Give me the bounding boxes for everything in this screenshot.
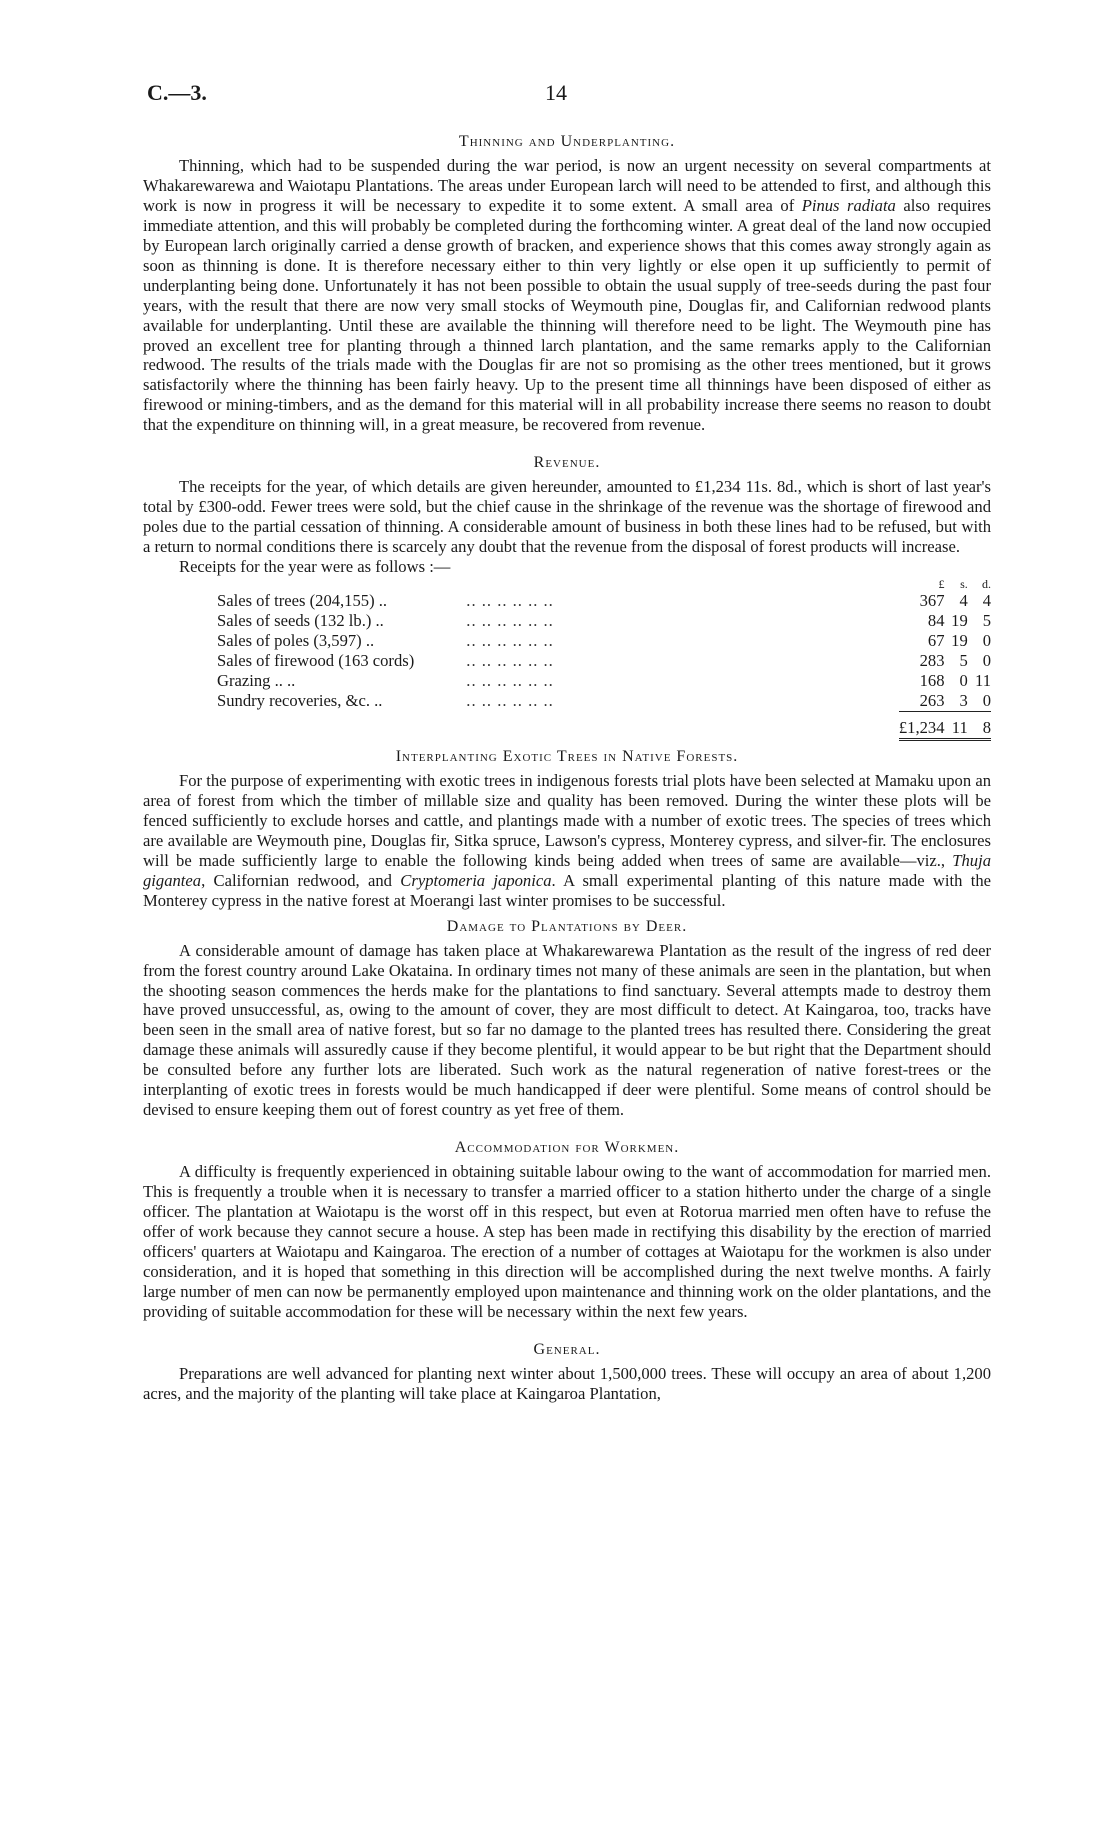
receipts-intro: Receipts for the year were as follows :— [179, 557, 451, 577]
unit-pence: d. [982, 577, 991, 592]
heading-accommodation: Accommodation for Workmen. [454, 1139, 680, 1157]
total-shillings: 11 [945, 712, 968, 740]
heading-general: General. [533, 1340, 601, 1358]
italic-species: Cryptomeria japonica [400, 870, 552, 890]
paragraph-deer: A considerable amount of damage has taken place at Whakarewarewa Plantation as the result of the ingress of red deer from the forest country around Lake Okataina. In ordinary times not many of these animals are seen in the plantation, but when the shooting season commences the herds make for the plantations to find sanctuary. Several attempts made to destroy them have proved unsuccessful, as, owing to the amount of cover, they are most difficult to detect. At Kaingaroa, too, tracks have been seen in the small area of native forest, but so far no damage to the planted trees has resulted there. Considering the great damage these animals will assuredly cause if they become plentiful, it would appear to be but right that the Department should be consulted before any further lots are liberated. Such work as the natural regeneration of native forest-trees or the interplanting of exotic trees in forests would be much handicapped if deer were plentiful. Some means of control should be devised to ensure keeping them out of forest country as yet free of them. [143, 940, 991, 1120]
paragraph-general: Preparations are well advanced for planting next winter about 1,500,000 trees. These will occupy an area of about 1,200 acres, and the majority of the planting will take place at Kaingaroa Plantation, [143, 1363, 991, 1403]
row-label: Sales of trees (204,155) .. [217, 591, 388, 611]
text-run: also requires immediate attention, and this will probably be completed during the forthcoming winter. A great deal of the land now occupied by European larch originally carried a dense growth of bracken, and experience shows that this comes away strongly again as soon as thinning is done. It is therefore necessary either to thin very lightly or else open it up sufficiently to permit of underplanting being done. Unfortunately it has not been possible to obtain the usual supply of tree-seeds during the past four years, with the result that there are now very small stocks of Weymouth pine, Douglas fir, and Californian redwood plants available for underplanting. Until these are available the thinning will therefore need to be light. The Weymouth pine has proved an excellent tree for planting through a thinned larch plantation, and the same remarks apply to the Californian redwood. The results of the trials made with the Douglas fir are not so promising as the other trees mentioned, but it grows satisfactorily where the thinning has been fairly heavy. Up to the present time all thinnings have been disposed of either as firewood or mining-timbers, and as the demand for this material will in all probability increase there seems no reason to doubt that the expenditure on thinning will, in a great measure, be recovered from revenue. [143, 195, 991, 435]
table-row [217, 691, 991, 712]
receipts-table [217, 577, 991, 741]
row-pounds: 168 [919, 671, 945, 691]
italic-species: Thuja gigantea [143, 850, 991, 890]
total-pounds: £1,234 [899, 712, 945, 740]
row-pence: 0 [982, 691, 991, 711]
unit-shillings: s. [960, 577, 968, 592]
row-pounds: 84 [927, 611, 945, 631]
row-pence: 5 [982, 611, 991, 631]
row-leader: .. .. .. .. .. .. [466, 631, 554, 651]
row-leader: .. .. .. .. .. .. [466, 691, 554, 711]
heading-interplanting: Interplanting Exotic Trees in Native Forests. [395, 748, 739, 766]
row-leader: .. .. .. .. .. .. [466, 591, 554, 611]
page-body [143, 132, 991, 1404]
heading-revenue: Revenue. [533, 454, 601, 472]
italic-species: Pinus radiata [801, 195, 896, 215]
paragraph-interplanting [143, 771, 991, 911]
row-pounds: 367 [919, 591, 945, 611]
paragraph-revenue: The receipts for the year, of which details are given hereunder, amounted to £1,234 11s. 8d., which is short of last year's total by £300-odd. Fewer trees were sold, but the chief cause in the shrinkage of the revenue was the shortage of firewood and poles due to the partial cessation of thinning. A considerable amount of business in both these lines had to be refused, but with a return to normal conditions there is scarcely any doubt that the revenue from the disposal of forest products will increase. [143, 477, 991, 557]
row-shillings: 19 [951, 631, 968, 651]
text-run: , Californian redwood, and [201, 870, 401, 890]
unit-pounds: £ [938, 577, 945, 592]
document-reference: C.—3. [147, 80, 207, 105]
heading-deer: Damage to Plantations by Deer. [446, 917, 688, 935]
row-shillings: 0 [959, 671, 968, 691]
total-pence: 8 [968, 712, 991, 740]
row-pence: 11 [975, 671, 991, 691]
paragraph-accommodation: A difficulty is frequently experienced in obtaining suitable labour owing to the want of accommodation for married men. This is frequently a trouble when it is necessary to transfer a married officer to a station hitherto under the charge of a single officer. The plantation at Waiotapu is the worst off in this respect, but even at Rotorua married men often have to refuse the offer of work because they cannot secure a house. A step has been made in rectifying this disability by the erection of married officers' quarters at Waiotapu and Kaingaroa. The erection of a number of cottages at Waiotapu for the workmen is also under consideration, and it is hoped that something in this direction will be accomplished during the next twelve months. A fairly large number of men can now be permanently employed upon maintenance and thinning work on the older plantations, and the providing of suitable accommodation for these will be necessary within the next few years. [143, 1162, 991, 1321]
row-pence: 0 [982, 631, 991, 651]
text-run: . A small experimental planting of this nature made with the Monterey cypress in the native forest at Moerangi last winter promises to be successful. [143, 870, 992, 910]
row-leader: .. .. .. .. .. .. [466, 671, 554, 691]
table-row [217, 651, 991, 671]
row-shillings: 19 [951, 611, 968, 631]
heading-thinning: Thinning and Underplanting. [458, 133, 676, 150]
table-header-row [217, 577, 991, 591]
table-row [217, 631, 991, 651]
row-pounds: 67 [927, 631, 945, 651]
row-label: Grazing .. .. [217, 671, 296, 691]
row-label: Sales of seeds (132 lb.) .. [217, 611, 384, 631]
row-pounds: 283 [919, 651, 945, 671]
table-row [217, 611, 991, 631]
row-label: Sales of firewood (163 cords) [217, 651, 415, 671]
row-shillings: 3 [959, 691, 968, 711]
table-row [217, 671, 991, 691]
page-number: 14 [545, 80, 567, 105]
row-label: Sundry recoveries, &c. .. [217, 691, 383, 711]
row-pence: 0 [982, 651, 991, 671]
row-shillings: 4 [959, 591, 968, 611]
row-label: Sales of poles (3,597) .. [217, 631, 375, 651]
row-pence: 4 [982, 591, 991, 611]
table-total-row [217, 712, 991, 740]
row-pounds: 263 [919, 691, 945, 711]
row-shillings: 5 [959, 651, 968, 671]
row-leader: .. .. .. .. .. .. [466, 651, 554, 671]
table-row [217, 591, 991, 611]
text-run: For the purpose of experimenting with exotic trees in indigenous forests trial plots have been selected at Mamaku upon an area of forest from which the timber of millable size and quality has been removed. During the winter these plots will be fenced sufficiently to exclude horses and cattle, and plantings made with a number of exotic trees. The species of trees which are available are Weymouth pine, Douglas fir, Sitka spruce, Lawson's cypress, Monterey cypress, and silver-fir. The enclosures will be made sufficiently large to enable the following kinds being added when trees of same are available—viz., [143, 770, 991, 870]
paragraph-thinning [143, 156, 991, 435]
row-leader: .. .. .. .. .. .. [466, 611, 554, 631]
text-run: Thinning, which had to be suspended during the war period, is now an urgent necessity on several compartments at Whakarewarewa and Waiotapu Plantations. The areas under European larch will need to be attended to first, and although this work is now in progress it will be necessary to expedite it to some extent. A small area of [143, 155, 991, 215]
